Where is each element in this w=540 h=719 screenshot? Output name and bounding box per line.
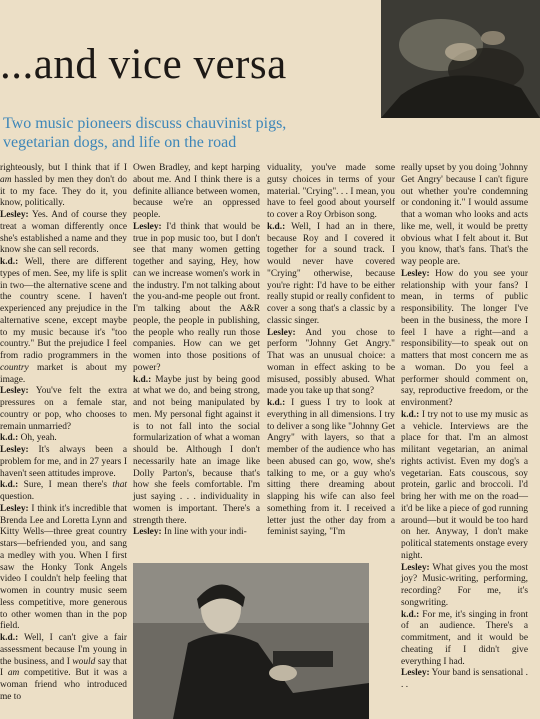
speaker-label: Lesley: (133, 527, 162, 538)
photo-seated-woman (133, 563, 369, 719)
article-paragraph (401, 410, 528, 563)
article-paragraph (401, 163, 528, 269)
paragraph-text: Owen Bradley, and kept harping about me. And I think there is a definite alliance between women, because we're an oppressed people. (133, 163, 260, 220)
emphasis-text: am (7, 668, 20, 679)
article-paragraph (401, 668, 528, 692)
speaker-label: k.d.: (0, 257, 19, 267)
article-paragraph (401, 610, 528, 669)
paragraph-text: In line with your indi- (161, 527, 247, 538)
paragraph-text: It's always been a problem for me, and in 27 years I haven't seen attitudes improve. (0, 445, 127, 479)
paragraph-text: I'd think that would be true in pop music too, but I don't see that many women getting together and saying, Hey, how can we increase women's work in the industry. I'm not talking about the you-and-me people out front. I'm talking about the A&R people, the people in publishing, the people who really run those companies. How can we get women into those positions of power? (133, 221, 260, 373)
deck-line-1: Two music pioneers discuss chauvinist pigs, (3, 115, 287, 132)
speaker-label: Lesley: (0, 503, 29, 514)
speaker-label: k.d.: (267, 221, 286, 232)
article-paragraph (267, 398, 395, 539)
paragraph-text: Oh, yeah. (18, 433, 57, 444)
paragraph-text: market is about my image. (0, 362, 127, 385)
paragraph-text: Your band is sensational . . . (401, 668, 528, 690)
emphasis-text: that (112, 480, 127, 491)
article-paragraph (0, 163, 127, 210)
text-column-1 (0, 163, 127, 704)
article-paragraph (267, 328, 395, 399)
paragraph-text: How do you see your relationship with your fans? I mean, in terms of public responsibility. The longer I've been in the business, the more I feel I have a right—and a responsibility—to speak out on matters that most concern me as a woman. Do you feel a performer should comment on, say, reproductive freedom, or the environment? (401, 268, 528, 408)
article-deck (3, 114, 375, 152)
paragraph-text: And you chose to perform "Johnny Get Angry." That was an unusual choice: a woman in effect asking to be misused, possibly abused. What made you take up that song? (267, 327, 395, 397)
article-paragraph (0, 210, 127, 257)
paragraph-text: Well, there are different types of men. See, my life is split in two—the alternative scene and the country scene. I haven't experienced any prejudice in the alternative scene, except maybe to my music because it's "too country." But the prejudice I feel from radio programmers in the (0, 257, 127, 361)
photo-hands-boot-image (381, 0, 540, 118)
article-paragraph (133, 163, 260, 222)
article-paragraph (133, 375, 260, 528)
article-paragraph (0, 386, 127, 433)
speaker-label: k.d.: (401, 609, 420, 620)
speaker-label: Lesley: (0, 386, 29, 397)
speaker-label: Lesley: (133, 221, 162, 232)
photo-seated-woman-image (133, 563, 369, 719)
emphasis-text: would (72, 656, 96, 667)
article-paragraph (267, 163, 395, 222)
paragraph-text: righteously, but I think that if I (0, 163, 127, 173)
paragraph-text: Sure, I mean there's (18, 480, 113, 491)
speaker-label: Lesley: (267, 327, 296, 338)
speaker-label: k.d.: (0, 480, 19, 491)
speaker-label: Lesley: (0, 445, 29, 455)
paragraph-text: Yes. And of course they treat a woman differently once she's established a name and they know she can sell records. (0, 210, 127, 256)
speaker-label: k.d.: (133, 374, 152, 385)
deck-line-2: vegetarian dogs, and life on the road (3, 134, 237, 151)
text-column-3 (267, 163, 395, 539)
paragraph-text: I try not to use my music as a vehicle. Interviews are the place for that. I'm an almost militant vegetarian, an animal rights activist. Even my dog's a vegetarian. Eats couscous, soy protein, garlic and broccoli. I'd bring her with me on the road—it'd be like a piece of god running around—but it would be too hard on her. Anyway, I don't make political statements onstage every night. (401, 409, 528, 561)
article-paragraph (267, 222, 395, 328)
speaker-label: Lesley: (0, 210, 29, 220)
article-paragraph (0, 633, 127, 704)
article-paragraph (401, 269, 528, 410)
speaker-label: Lesley: (401, 562, 430, 573)
paragraph-text: competitive. But it was a woman friend who introduced me to (0, 668, 127, 702)
paragraph-text: For me, it's singing in front of an audience. There's a commitment, and it would be cheating if I didn't give everything I had. (401, 609, 528, 667)
speaker-label: k.d.: (0, 633, 19, 643)
paragraph-text: I guess I try to look at everything in all dimensions. I try to deliver a song like "Johnny Get Angry" with layers, so that a member of the audience who has been abused can go, wow, she's talking to me, or a guy who's sitting there dreaming about slapping his wife can also feel something from it. I received a letter just the other day from a feminist saying, "I'm (267, 398, 395, 538)
paragraph-text: I think it's incredible that Brenda Lee and Loretta Lynn and Kitty Wells—three great country stars—befriended you, and sang a medley with you. When I first saw the Honky Tonk Angels video I couldn't help feeling that women in country music seem less competitive, more generous to other women than in the pop field. (0, 503, 127, 632)
article-paragraph (0, 504, 127, 633)
paragraph-text: say that I (0, 656, 127, 679)
paragraph-text: You've felt the extra pressures on a female star, country or pop, who chooses to remain unmarried? (0, 386, 127, 432)
paragraph-text: viduality, you've made some gutsy choices in terms of your material. "Crying". . . I mean, you have to feel good about yourself to cover a Roy Orbison song. (267, 163, 395, 220)
text-column-2 (133, 163, 260, 539)
speaker-label: k.d.: (267, 398, 286, 408)
speaker-label: k.d.: (0, 433, 19, 444)
paragraph-text: really upset by you doing 'Johnny Get Angry' because I can't figure out whether you're condemning or condoning it." I would assume that a woman who looks and acts like me, well, it would be pretty obvious what I felt about it. But you know, that's fans. That's the way people are. (401, 163, 528, 267)
article-paragraph (133, 222, 260, 375)
paragraph-text: What gives you the most joy? Music-writing, performing, recording? For me, it's songwriting. (401, 562, 528, 608)
article-paragraph (401, 563, 528, 610)
paragraph-text: Maybe just by being good at what we do, and being strong, and not being manipulated by men. My personal fight against it is to not fall into the social formularization of what a woman should be. Although I don't necessarily hate an image like Dolly Parton's, because that's how she feels comfortable. I'm just saying . . . individuality in women is important. There's a strength there. (133, 374, 260, 526)
paragraph-text: Well, I can't give a fair assessment because I'm young in the business, and I (0, 633, 127, 667)
article-headline: ...and vice versa (0, 41, 287, 88)
emphasis-text: country (0, 362, 29, 373)
speaker-label: Lesley: (401, 668, 430, 679)
article-paragraph (133, 527, 260, 539)
paragraph-text: Well, I had an in there, because Roy and I covered it together for a sound track. I would never have covered "Crying" otherwise, because you're right: I'd have to be either really stupid or really confident to cover a song that's a classic by a classic singer. (267, 221, 395, 326)
paragraph-text: question. (0, 492, 35, 502)
article-paragraph (0, 445, 127, 480)
photo-hands-boot (381, 0, 540, 118)
paragraph-text: hassled by men they don't do it to my face. They do it, you know, politically. (0, 174, 127, 209)
speaker-label: Lesley: (401, 268, 430, 279)
article-paragraph (0, 257, 127, 386)
speaker-label: k.d.: (401, 409, 420, 420)
emphasis-text: am (0, 174, 12, 185)
article-paragraph (0, 433, 127, 445)
text-column-4 (401, 163, 528, 692)
article-paragraph (0, 480, 127, 504)
